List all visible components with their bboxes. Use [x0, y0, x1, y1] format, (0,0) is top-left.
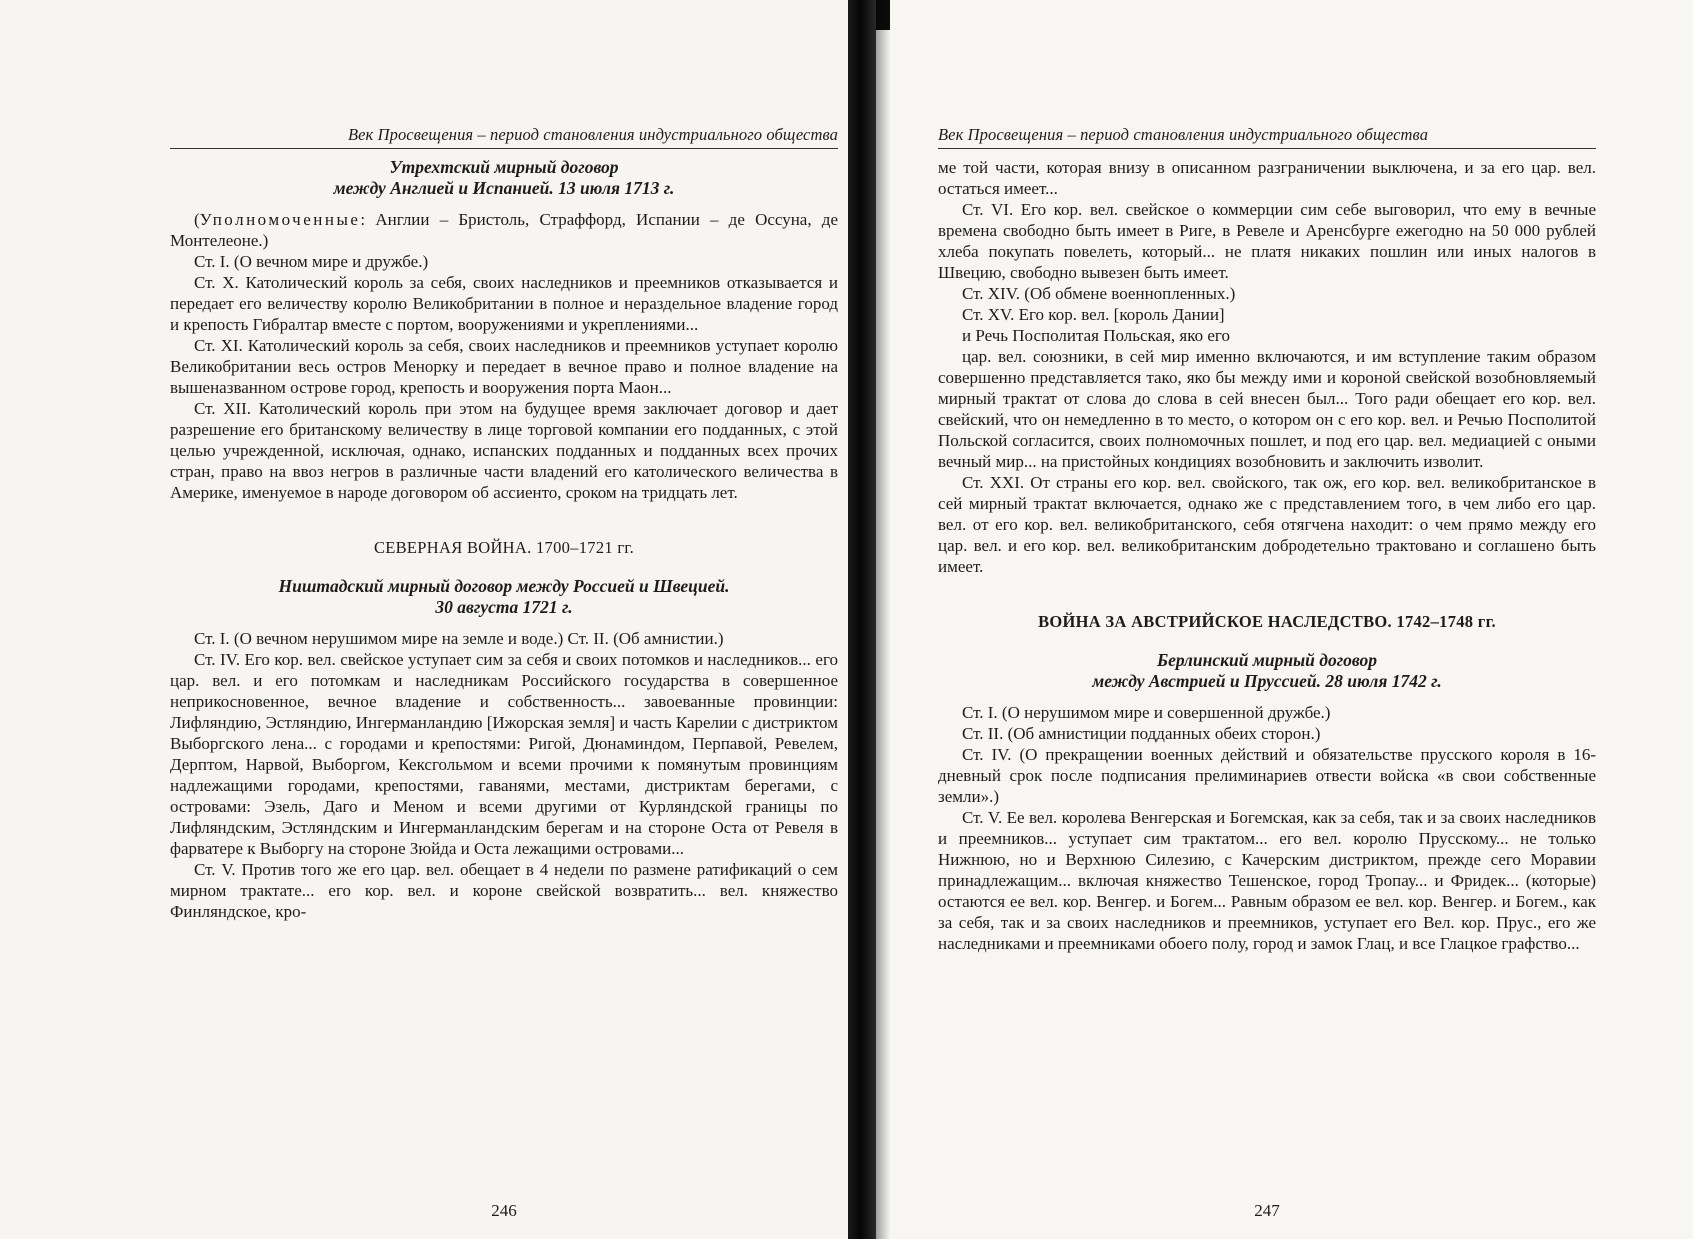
right-column: [938, 124, 1596, 954]
spine-shadow: [876, 0, 890, 1239]
section-title-northern-war: СЕВЕРНАЯ ВОЙНА. 1700–1721 гг.: [373, 538, 635, 557]
treaty-title-utrecht: Утрехтский мирный договор между Англией и Испанией. 13 июля 1713 г.: [333, 157, 675, 198]
running-head-left: Век Просвещения – период становления индустриального общества: [170, 124, 838, 149]
book-spine: [848, 0, 876, 1239]
paragraph-nystad-article-21: Ст. XXI. От страны его кор. вел. свойского, так ож, его кор. вел. великобританское в сей мирный трактат включается, однако же с представлением того, в чем либо его цар. вел. от его кор. вел. великобританского, себя отягчена находит: о чем прямо между его цар. вел. и его кор. вел. великобританским добродетельно трактовано и соглашено быть имеет.: [938, 473, 1596, 576]
running-head-right: Век Просвещения – период становления индустриального общества: [938, 124, 1596, 149]
paragraph-article-11: Ст. XI. Католический король за себя, своих наследников и преемников уступает королю Великобритании весь остров Менорку и передает в вечное право и полное владение на вышеназванном острове город, крепость и вооружения порта Маон...: [170, 336, 838, 397]
left-column: [170, 124, 838, 922]
plenipotentiaries-text: : Англии – Бристоль, Страффорд, Испании – де Оссуна, де Монтелеоне.): [170, 210, 838, 250]
right-page: [890, 0, 1693, 1239]
paragraph-berlin-article-5: Ст. V. Ее вел. королева Венгерская и Богемская, как за себя, так и за своих наследников и преемников... уступает сим трактатом... его вел. королю Прусскому... не только Нижнюю, но и Верхнюю Силезию, с Качерским дистриктом, прежде сего Моравии принадлежащим... включая княжество Тешенское, город Тропау... и Фридек... (которые) остаются ее вел. кор. Венгер. и Богем... Равным образом ее вел. кор. Венгер. и Богем., как за себя, так и за своих наследников и преемников, уступает его Вел. кор. Прус., его же наследниками и преемниками обоего полу, город и замок Глац, и все Глацкое графство...: [938, 808, 1596, 953]
paragraph-nystad-article-15: Ст. XV. Его кор. вел. [король Дании]: [962, 305, 1225, 324]
paragraph-nystad-article-15-cont: и Речь Посполитая Польская, яко его: [962, 326, 1230, 345]
treaty-title-berlin: Берлинский мирный договор между Австрией и Пруссией. 28 июля 1742 г.: [1092, 650, 1442, 691]
paragraph-nystad-article-14: Ст. XIV. (Об обмене военнопленных.): [962, 284, 1236, 303]
plenipotentiaries-label: Уполномоченные: [199, 210, 361, 229]
paragraph-berlin-article-1: Ст. I. (О нерушимом мире и совершенной дружбе.): [962, 703, 1331, 722]
paragraph-nystad-article-4: Ст. IV. Его кор. вел. свейское уступает сим за себя и своих потомков и наследников... его цар. вел. и его потомкам и наследникам Российского государства в совершенное неприкосновенное, вечное владение и собственность... завоеванные провинции: Лифляндию, Эстляндию, Ингерманландию [Ижорская земля] и часть Карелии с дистриктом Выборгского лена... с городами и крепостями: Ригой, Дюнаминдом, Перпавой, Ревелем, Дерптом, Нарвой, Выборгом, Кексгольмом и всеми прочими к помянутым провинциям надлежащими городами, крепостями, гаванями, местами, дистриктам берегами, с островами: Эзель, Даго и Меном и всеми другими от Курляндской границы по Лифляндским, Эстляндским и Ингерманландским берегам и на стороне Оста от Ревеля в фарватере к Выборгу на стороне Зюйда и Оста лежащими островами...: [170, 650, 838, 858]
paragraph-nystad-allies: цар. вел. союзники, в сей мир именно включаются, и им вступление таким образом совершенно представляется тако, яко бы между ими и короной свейской возобновляемый мирный трактат от слова до слова в сей внесен был... Того ради обещает его кор. вел. свейский, что он немедленно в то место, о котором он с его кор. вел. и Речью Посполитой Польской согласится, своих полномочных пошлет, и под его цар. вел. медиацией с оными вечный мир... на пристойных кондициях возобновить и заключить изволит.: [938, 347, 1596, 471]
paragraph-nystad-article-5: Ст. V. Против того же его цар. вел. обещает в 4 недели по размене ратификаций о сем мирном трактате... его кор. вел. и короне свейской возвратить... вел. княжество Финляндское, кро-: [170, 860, 838, 921]
paragraph-berlin-article-4: Ст. IV. (О прекращении военных действий и обязательстве прусского короля в 16-дневный срок после подписания прелиминариев отвести войска «в свои собственные земли».): [938, 745, 1596, 806]
paragraph-article-10: Ст. X. Католический король за себя, своих наследников и преемников отказывается и передает его величеству королю Великобритании в полное и нераздельное владение город и крепость Гибралтар вместе с портом, вооружениями и укреплениями...: [170, 273, 838, 334]
section-title-austrian-succession: ВОЙНА ЗА АВСТРИЙСКОЕ НАСЛЕДСТВО. 1742–1748 гг.: [1038, 612, 1496, 631]
paragraph-article-1: Ст. I. (О вечном мире и дружбе.): [194, 252, 429, 271]
page-number-right: 247: [1254, 1201, 1280, 1220]
paragraph-nystad-article-1-2: Ст. I. (О вечном нерушимом мире на земле и воде.) Ст. II. (Об амнистии.): [194, 629, 724, 648]
treaty-title-nystad: Ништадский мирный договор между Россией и Швецией. 30 августа 1721 г.: [278, 576, 730, 617]
paren-open: (: [194, 210, 200, 229]
page-number-left: 246: [491, 1201, 517, 1220]
paragraph-continuation: ме той части, которая внизу в описанном разграничении выключена, и за его цар. вел. остаться имеет...: [938, 158, 1596, 198]
paragraph-nystad-article-6: Ст. VI. Его кор. вел. свейское о коммерции сим себе выговорил, что ему в вечные времена свободно быть имеет в Риге, в Ревеле и Аренсбурге ежегодно на 50 000 рублей хлеба покупать повелеть, который... не платя никаких пошлин или иных налогов в Швецию, свободно вывезен быть имеет.: [938, 200, 1596, 282]
paragraph-berlin-article-2: Ст. II. (Об амнистиции подданных обеих сторон.): [962, 724, 1321, 743]
paragraph-plenipotentiaries: [170, 209, 838, 251]
paragraph-article-12: Ст. XII. Католический король при этом на будущее время заключает договор и дает разрешение его британскому величеству в лице торговой компании его подданных, с этой целью учрежденной, исключая, однако, испанских подданных и подданных всех прочих стран, право на ввоз негров в различные части владений его католического величества в Америке, именуемое в народе договором об ассиенто, сроком на тридцать лет.: [170, 399, 838, 502]
